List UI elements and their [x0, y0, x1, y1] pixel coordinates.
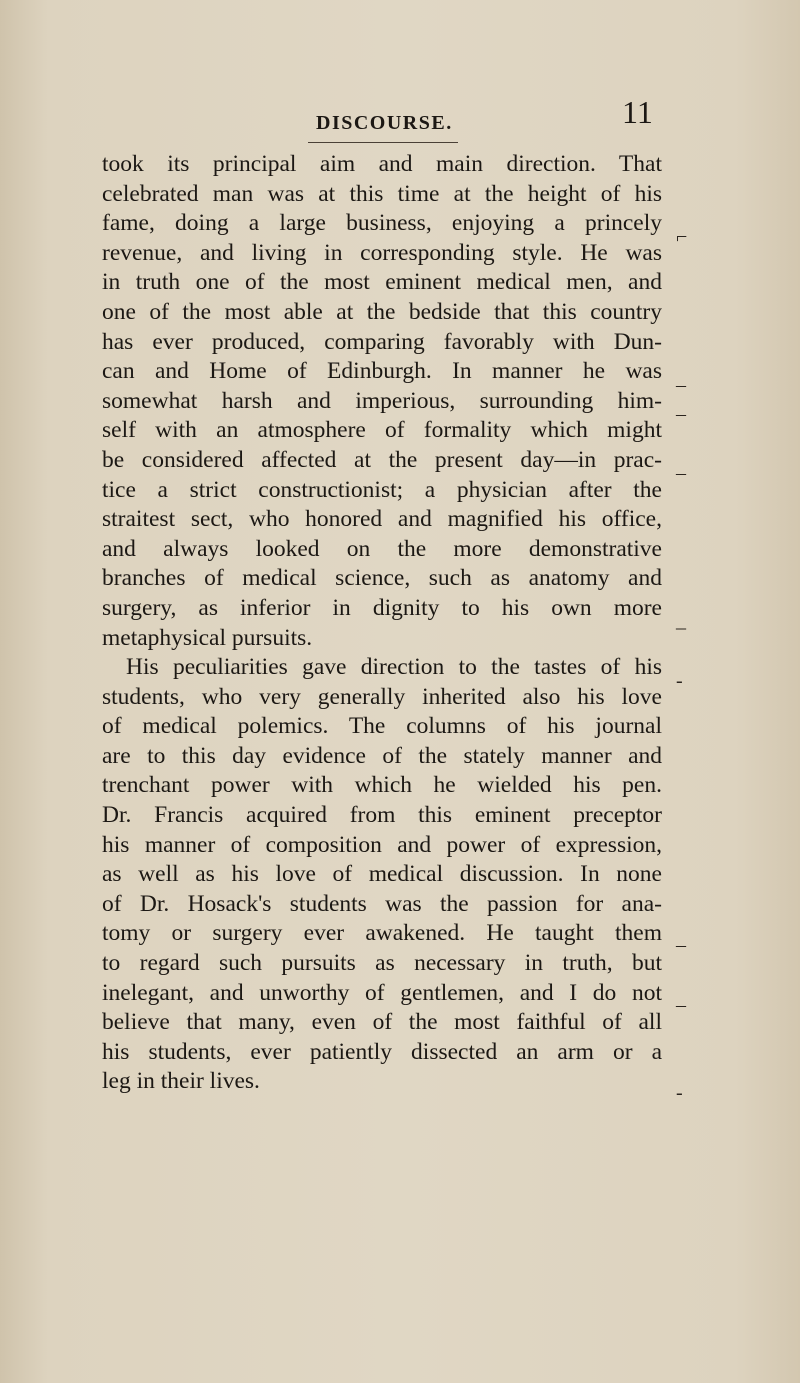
text-line: took its principal aim and main direction. That — [102, 151, 662, 177]
text-line: leg in their lives. — [102, 1068, 260, 1095]
text-line: one of the most able at the bedside that this country — [102, 298, 662, 325]
margin-mark: - — [676, 670, 683, 692]
margin-mark: ⌐ — [676, 226, 688, 248]
text-line: to regard such pursuits as necessary in truth, but — [102, 950, 662, 977]
text-line: are to this day evidence of the stately manner and — [102, 742, 662, 769]
margin-mark: – — [676, 994, 686, 1016]
text-line: His peculiarities gave direction to the tastes of his — [126, 654, 662, 681]
margin-mark: - — [676, 1082, 683, 1104]
text-line: of medical polemics. The columns of his journal — [102, 713, 662, 740]
text-line: can and Home of Edinburgh. In manner he was — [102, 358, 662, 385]
text-line: self with an atmosphere of formality which might — [102, 417, 662, 444]
margin-mark: – — [676, 403, 686, 425]
text-line: as well as his love of medical discussion. In none — [102, 861, 662, 888]
text-line: his students, ever patiently dissected an arm or a — [102, 1038, 662, 1065]
page-number: 11 — [622, 94, 653, 130]
running-title: DISCOURSE. — [316, 112, 453, 134]
margin-mark: – — [676, 374, 686, 396]
text-line: be considered affected at the present day—in prac- — [102, 446, 662, 473]
text-line: straitest sect, who honored and magnified his office, — [102, 506, 662, 533]
body-text — [102, 150, 662, 1097]
text-line: somewhat harsh and imperious, surrounding him- — [102, 387, 662, 414]
margin-mark: – — [676, 934, 686, 956]
text-line: revenue, and living in corresponding style. He was — [102, 239, 662, 266]
text-line: of Dr. Hosack's students was the passion for ana- — [102, 890, 662, 917]
text-line: his manner of composition and power of expression, — [102, 831, 662, 858]
header-rule — [308, 142, 458, 143]
margin-mark: – — [676, 462, 686, 484]
margin-mark: _ — [676, 610, 686, 632]
text-line: in truth one of the most eminent medical men, and — [102, 269, 662, 296]
text-line: surgery, as inferior in dignity to his own more — [102, 594, 662, 621]
text-line: believe that many, even of the most faithful of all — [102, 1009, 662, 1036]
text-line: tomy or surgery ever awakened. He taught them — [102, 920, 662, 947]
text-line: celebrated man was at this time at the height of his — [102, 180, 662, 207]
text-line: branches of medical science, such as anatomy and — [102, 565, 662, 592]
text-line: fame, doing a large business, enjoying a princely — [102, 210, 662, 237]
text-line: Dr. Francis acquired from this eminent preceptor — [102, 802, 662, 829]
text-line: metaphysical pursuits. — [102, 624, 313, 651]
text-line: has ever produced, comparing favorably with Dun- — [102, 328, 662, 355]
text-line: students, who very generally inherited also his love — [102, 683, 662, 710]
text-line: tice a strict constructionist; a physician after the — [102, 476, 662, 503]
text-line: and always looked on the more demonstrative — [102, 535, 662, 562]
text-line: inelegant, and unworthy of gentlemen, and I do not — [102, 979, 662, 1006]
text-line: trenchant power with which he wielded his pen. — [102, 772, 662, 799]
